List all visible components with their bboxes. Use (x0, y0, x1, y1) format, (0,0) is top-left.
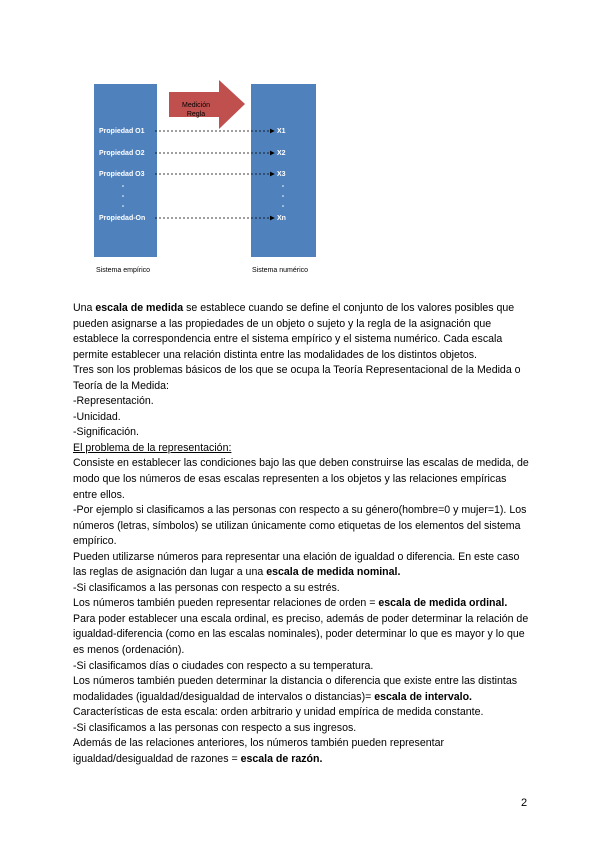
list-item: -Significación. (73, 426, 139, 439)
left-item-4: Propiedad-On (99, 215, 146, 222)
left-item-3: Propiedad O3 (99, 171, 145, 178)
left-item-2: Propiedad O2 (99, 150, 145, 157)
arrow-label-2: Regla (186, 111, 206, 118)
paragraph: -Si clasificamos a las personas con respecto a sus ingresos. (73, 721, 357, 734)
measurement-diagram (0, 0, 600, 290)
paragraph-ratio: Además de las relaciones anteriores, los números también pueden representar igualdad/desigualdad de razones = escala de razón. (73, 737, 444, 765)
paragraph-ordinal: Los números también pueden representar relaciones de orden = escala de medida ordinal. (73, 597, 508, 610)
right-item-2: X2 (277, 150, 286, 157)
paragraph-nominal: Pueden utilizarse números para representar una elación de igualdad o diferencia. En este caso las reglas de asignación dan lugar a una escala de medida nominal. (73, 550, 520, 579)
arrow-label-1: Medición (181, 102, 211, 109)
paragraph: -Por ejemplo si clasificamos a las personas con respecto a su género(hombre=0 y mujer=1). Los números (letras, símbolos) se utilizan únicamente como etiquetas de los elementos del sistema empírico. (73, 504, 527, 548)
paragraph: Características de esta escala: orden arbitrario y unidad empírica de medida constante. (73, 706, 484, 719)
right-item-1: X1 (277, 128, 286, 135)
paragraph-definition: Una escala de medida se establece cuando se define el conjunto de los valores posibles que pueden asignarse a las propiedades de un objeto o sujeto y la regla de la asignación que establece la correspondencia entre el sistema empírico y el sistema numérico. Cada escala permite establecer una relación distinta entre las modalidades de los distintos objetos. (73, 302, 515, 361)
paragraph-problems: Tres son los problemas básicos de los que se ocupa la Teoría Representacional de la Medida o Teoría de la Medida: (73, 364, 521, 392)
paragraph: Consiste en establecer las condiciones bajo las que deben construirse las escalas de medida, de modo que los números de esas escalas representen a los objetos y las relaciones empíricas entre ellos. (73, 457, 529, 501)
list-item: -Representación. (73, 395, 154, 408)
list-item: -Unicidad. (73, 410, 121, 423)
right-item-3: X3 (277, 171, 286, 178)
section-heading: El problema de la representación: (73, 441, 232, 454)
paragraph: Para poder establecer una escala ordinal, es preciso, además de poder determinar la relación de igualdad-diferencia (como en las escalas nominales), poder determinar lo que es mayor y lo que es menos (ordenación). (73, 612, 529, 657)
right-item-4: Xn (277, 215, 286, 222)
paragraph-interval: Los números también pueden determinar la distancia o diferencia que existe entre las distintas modalidades (igualdad/desigualdad de intervalos o distancias)= escala de intervalo. (73, 675, 518, 703)
empirical-system-caption: Sistema empírico (96, 267, 151, 274)
page-number: 2 (521, 797, 528, 809)
body-text (73, 301, 533, 767)
paragraph: -Si clasificamos a las personas con respecto a su estrés. (73, 581, 340, 594)
paragraph: -Si clasificamos días o ciudades con respecto a su temperatura. (73, 659, 374, 672)
left-item-1: Propiedad O1 (99, 128, 145, 135)
numeric-system-caption: Sistema numérico (252, 267, 309, 274)
